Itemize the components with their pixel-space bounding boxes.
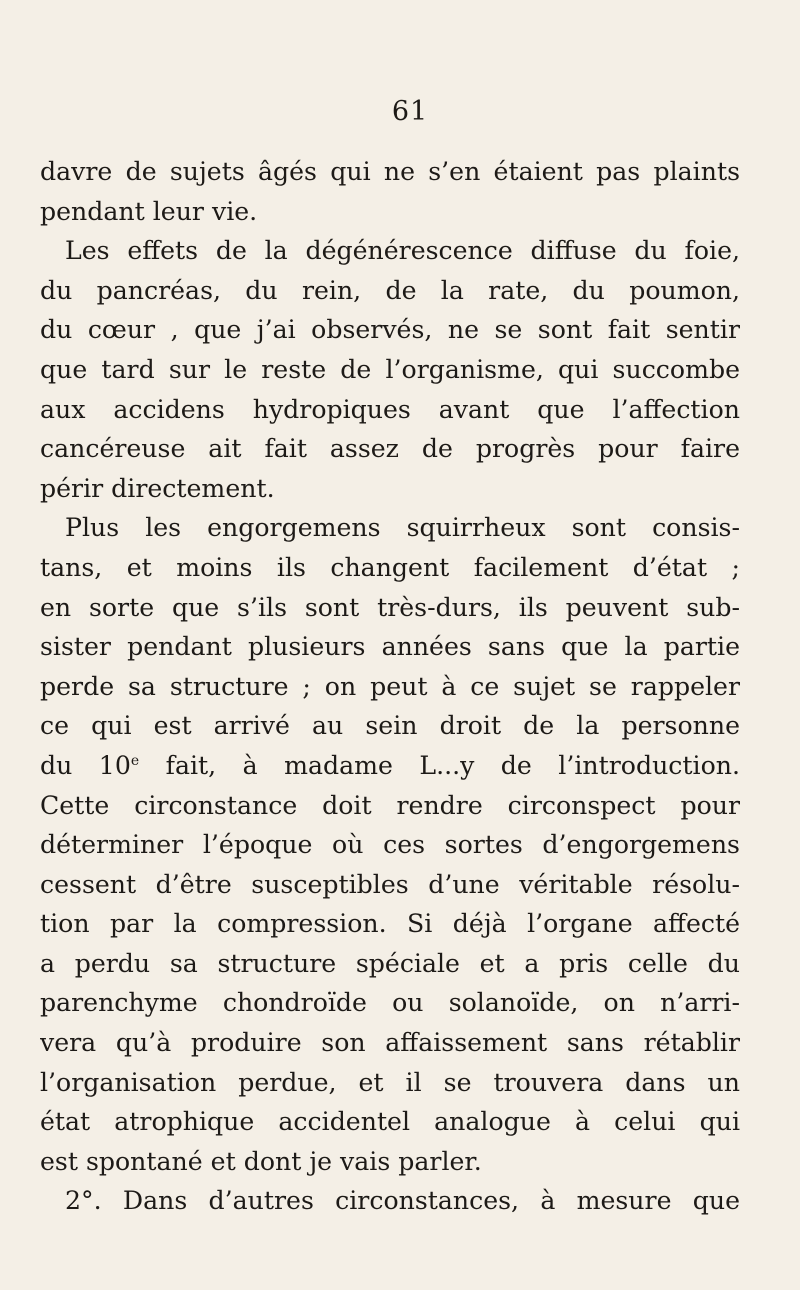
page-number: 61 <box>391 96 429 127</box>
text-line: état atrophique accidentel analogue à celui qui <box>40 1107 740 1137</box>
text-line: périr directement. <box>40 473 275 503</box>
text-line: davre de sujets âgés qui ne s’en étaient pas plaints <box>40 157 740 186</box>
text-line: Cette circonstance doit rendre circonspect pour <box>40 790 740 820</box>
text-line: a perdu sa structure spéciale et a pris celle du <box>40 948 740 978</box>
body-text <box>40 152 740 1221</box>
text-line: ce qui est arrivé au sein droit de la personne <box>40 711 740 741</box>
text-line: sister pendant plusieurs années sans que la partie <box>40 632 740 662</box>
text-line: Les effets de la dégénérescence diffuse du foie, <box>65 236 740 266</box>
text-segment: du 10 <box>40 750 131 780</box>
text-line: cancéreuse ait fait assez de progrès pour faire <box>40 434 740 464</box>
text-line <box>40 746 740 786</box>
text-segment: fait, à madame L...y de l’introduction. <box>139 750 740 780</box>
text-line: parenchyme chondroïde ou solanoïde, on n’arri- <box>40 988 740 1018</box>
text-line: perde sa structure ; on peut à ce sujet se rappeler <box>40 671 740 701</box>
text-line: du cœur , que j’ai observés, ne se sont fait sentir <box>40 315 740 345</box>
text-line: du pancréas, du rein, de la rate, du poumon, <box>40 275 740 305</box>
text-line: 2°. Dans d’autres circonstances, à mesure que <box>65 1186 740 1216</box>
text-line: que tard sur le reste de l’organisme, qui succombe <box>40 354 740 384</box>
text-line: tans, et moins ils changent facilement d’état ; <box>40 552 740 582</box>
superscript: e <box>130 752 140 769</box>
text-line: vera qu’à produire son affaissement sans rétablir <box>40 1028 740 1058</box>
text-line: l’organisation perdue, et il se trouvera dans un <box>40 1067 740 1097</box>
text-line: est spontané et dont je vais parler. <box>40 1146 482 1176</box>
text-line: cessent d’être susceptibles d’une véritable résolu- <box>40 869 740 899</box>
text-line: tion par la compression. Si déjà l’organe affecté <box>40 909 740 939</box>
text-line: Plus les engorgemens squirrheux sont consis- <box>65 513 740 543</box>
text-line: déterminer l’époque où ces sortes d’engorgemens <box>40 830 740 860</box>
text-line: en sorte que s’ils sont très-durs, ils peuvent sub- <box>40 592 740 622</box>
text-line: pendant leur vie. <box>40 196 258 226</box>
text-line: aux accidens hydropiques avant que l’affection <box>40 394 740 424</box>
